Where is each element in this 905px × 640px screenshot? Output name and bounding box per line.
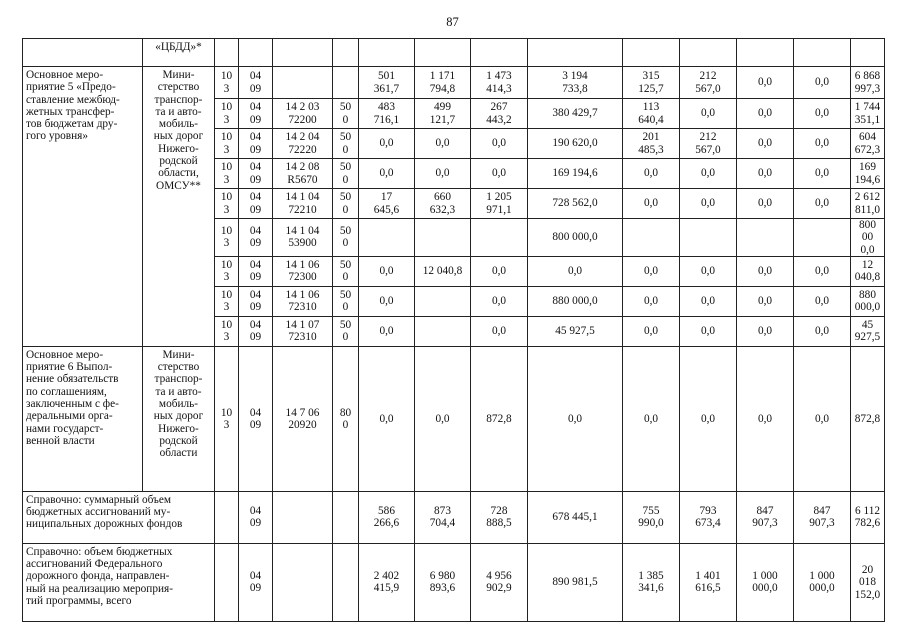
table-cell: 14 7 06 20920 [273,346,333,491]
table-cell: 50 0 [333,316,359,346]
table-cell: 04 09 [239,543,273,621]
table-cell: 14 2 03 72200 [273,99,333,129]
table-cell: 0,0 [623,316,680,346]
table-cell: 0,0 [359,256,415,286]
table-cell [215,491,239,543]
table-cell: 6 868 997,3 [851,67,885,99]
table-cell: 380 429,7 [528,99,623,129]
table-cell [623,219,680,257]
table-cell: 0,0 [737,286,794,316]
budget-table [22,38,885,622]
table-cell [415,219,471,257]
table-cell: 50 0 [333,189,359,219]
table-cell: 0,0 [737,67,794,99]
table-cell: 45 927,5 [528,316,623,346]
table-cell: 04 09 [239,286,273,316]
table-cell: 872,8 [471,346,528,491]
table-cell: 0,0 [623,189,680,219]
table-cell: 0,0 [471,129,528,159]
table-cell: 0,0 [623,346,680,491]
table-cell: 2 402 415,9 [359,543,415,621]
table-cell: 80 0 [333,346,359,491]
table-cell: 0,0 [623,286,680,316]
table-cell: 04 09 [239,256,273,286]
table-cell: 04 09 [239,159,273,189]
table-cell: 1 385 341,6 [623,543,680,621]
table-cell [215,543,239,621]
table-cell [273,39,333,67]
table-cell: 890 981,5 [528,543,623,621]
table-cell: 586 266,6 [359,491,415,543]
table-cell: 0,0 [680,189,737,219]
table-cell: 14 1 06 72300 [273,256,333,286]
table-cell: 14 1 04 53900 [273,219,333,257]
table-cell: 10 3 [215,129,239,159]
table-cell [359,219,415,257]
table-cell: 0,0 [737,129,794,159]
table-cell: 880 000,0 [851,286,885,316]
table-cell: 793 673,4 [680,491,737,543]
table-cell [737,219,794,257]
table-cell: 04 09 [239,99,273,129]
table-cell: 50 0 [333,159,359,189]
table-row [23,67,885,99]
table-cell [851,39,885,67]
table-cell: 1 744 351,1 [851,99,885,129]
table-cell: 0,0 [680,159,737,189]
table-cell: 0,0 [415,346,471,491]
table-cell: 0,0 [680,256,737,286]
table-cell: 04 09 [239,346,273,491]
table-cell: 800 00 0,0 [851,219,885,257]
table-cell: 0,0 [794,99,851,129]
table-cell [333,67,359,99]
table-cell [239,39,273,67]
executor-cell: Мини- стерство транспор- та и авто- мобиль- ных дорог Нижего- родской области [143,346,215,491]
table-cell: 4 956 902,9 [471,543,528,621]
table-cell: 0,0 [794,189,851,219]
table-cell: 169 194,6 [528,159,623,189]
table-cell [415,286,471,316]
table-cell [471,39,528,67]
table-cell: 14 1 04 72210 [273,189,333,219]
table-cell: 3 194 733,8 [528,67,623,99]
table-cell [333,543,359,621]
table-cell: 872,8 [851,346,885,491]
table-cell: 0,0 [623,256,680,286]
table-cell: 14 2 08 R5670 [273,159,333,189]
table-cell: 0,0 [737,159,794,189]
activity-name-cell: Справочно: суммарный объем бюджетных ассигнований му- ниципальных дорожных фондов [23,491,215,543]
executor-cell: «ЦБДД»* [143,39,215,67]
table-cell: 0,0 [737,256,794,286]
table-cell: 6 112 782,6 [851,491,885,543]
table-cell: 45 927,5 [851,316,885,346]
table-cell: 0,0 [794,286,851,316]
table-cell: 04 09 [239,67,273,99]
activity-name-cell: Основное меро- приятие 6 Выпол- нение обязательств по соглашениям, заключенным с фе- деральными орга- нами государст- венной власти [23,346,143,491]
table-cell: 873 704,4 [415,491,471,543]
table-cell: 1 401 616,5 [680,543,737,621]
table-cell: 0,0 [737,99,794,129]
table-row [23,346,885,491]
table-cell: 201 485,3 [623,129,680,159]
table-cell [794,219,851,257]
table-cell: 0,0 [737,316,794,346]
table-cell: 50 0 [333,286,359,316]
table-cell: 0,0 [623,159,680,189]
table-row [23,491,885,543]
table-cell: 1 000 000,0 [737,543,794,621]
table-cell: 10 3 [215,316,239,346]
table-cell: 50 0 [333,99,359,129]
table-cell: 499 121,7 [415,99,471,129]
table-cell [471,219,528,257]
activity-name-cell: Справочно: объем бюджетных ассигнований Федерального дорожного фонда, направлен- ный на реализацию мероприя- тий программы, всего [23,543,215,621]
table-cell: 169 194,6 [851,159,885,189]
table-cell: 0,0 [415,129,471,159]
table-cell: 0,0 [794,256,851,286]
table-cell: 10 3 [215,256,239,286]
table-cell: 0,0 [680,346,737,491]
table-cell [273,491,333,543]
table-cell: 0,0 [528,256,623,286]
table-cell: 0,0 [680,316,737,346]
table-cell: 04 09 [239,129,273,159]
table-cell: 880 000,0 [528,286,623,316]
table-cell: 50 0 [333,256,359,286]
executor-cell: Мини- стерство транспор- та и авто- мобиль- ных дорог Нижего- родской области, ОМСУ** [143,67,215,347]
table-cell: 660 632,3 [415,189,471,219]
table-cell: 800 000,0 [528,219,623,257]
table-cell [273,543,333,621]
table-cell: 847 907,3 [794,491,851,543]
table-cell [794,39,851,67]
table-cell: 0,0 [794,316,851,346]
table-cell [737,39,794,67]
table-cell: 04 09 [239,219,273,257]
table-cell: 17 645,6 [359,189,415,219]
table-cell: 04 09 [239,316,273,346]
table-cell: 728 888,5 [471,491,528,543]
table-cell: 0,0 [794,346,851,491]
table-cell [333,39,359,67]
table-cell [623,39,680,67]
table-cell: 755 990,0 [623,491,680,543]
table-cell: 501 361,7 [359,67,415,99]
table-cell: 0,0 [359,286,415,316]
table-cell [680,219,737,257]
table-cell: 14 1 06 72310 [273,286,333,316]
table-cell: 0,0 [528,346,623,491]
table-cell: 0,0 [471,316,528,346]
table-cell: 12 040,8 [415,256,471,286]
table-cell: 0,0 [737,189,794,219]
table-cell: 14 1 07 72310 [273,316,333,346]
table-cell: 315 125,7 [623,67,680,99]
table-cell: 0,0 [737,346,794,491]
table-cell [415,316,471,346]
table-cell [215,39,239,67]
page-number: 87 [446,15,459,29]
table-cell [680,39,737,67]
table-cell: 847 907,3 [737,491,794,543]
table-cell: 0,0 [794,67,851,99]
table-cell: 10 3 [215,159,239,189]
table-cell: 0,0 [794,129,851,159]
table-cell: 0,0 [794,159,851,189]
table-cell: 1 473 414,3 [471,67,528,99]
table-cell [23,39,143,67]
table-cell: 0,0 [359,159,415,189]
table-cell: 50 0 [333,219,359,257]
table-cell: 1 171 794,8 [415,67,471,99]
table-cell [359,39,415,67]
table-cell: 50 0 [333,129,359,159]
table-cell: 0,0 [415,159,471,189]
table-cell: 20 018 152,0 [851,543,885,621]
table-body [23,39,885,622]
table-row [23,39,885,67]
table-cell: 113 640,4 [623,99,680,129]
table-cell: 483 716,1 [359,99,415,129]
table-cell: 0,0 [471,159,528,189]
table-cell: 0,0 [471,286,528,316]
table-cell: 2 612 811,0 [851,189,885,219]
table-cell: 0,0 [471,256,528,286]
table-cell [273,67,333,99]
table-cell: 678 445,1 [528,491,623,543]
table-cell: 10 3 [215,99,239,129]
table-cell: 1 205 971,1 [471,189,528,219]
table-cell: 0,0 [359,129,415,159]
table-cell: 10 3 [215,286,239,316]
table-cell: 10 3 [215,189,239,219]
table-cell: 10 3 [215,67,239,99]
table-cell: 0,0 [359,346,415,491]
table-cell: 212 567,0 [680,67,737,99]
table-cell: 14 2 04 72220 [273,129,333,159]
table-cell: 267 443,2 [471,99,528,129]
table-cell: 0,0 [359,316,415,346]
table-cell: 10 3 [215,219,239,257]
table-cell: 12 040,8 [851,256,885,286]
table-cell: 04 09 [239,189,273,219]
table-cell: 728 562,0 [528,189,623,219]
table-cell: 6 980 893,6 [415,543,471,621]
activity-name-cell: Основное меро- приятие 5 «Предо- ставление межбюд- жетных трансфер- тов бюджетам дру- гого уровня» [23,67,143,347]
table-cell [415,39,471,67]
table-cell [528,39,623,67]
table-cell: 0,0 [680,286,737,316]
table-cell [333,491,359,543]
table-row [23,543,885,621]
table-cell: 0,0 [680,99,737,129]
table-cell: 190 620,0 [528,129,623,159]
table-cell: 04 09 [239,491,273,543]
table-cell: 10 3 [215,346,239,491]
table-cell: 212 567,0 [680,129,737,159]
table-cell: 604 672,3 [851,129,885,159]
table-cell: 1 000 000,0 [794,543,851,621]
